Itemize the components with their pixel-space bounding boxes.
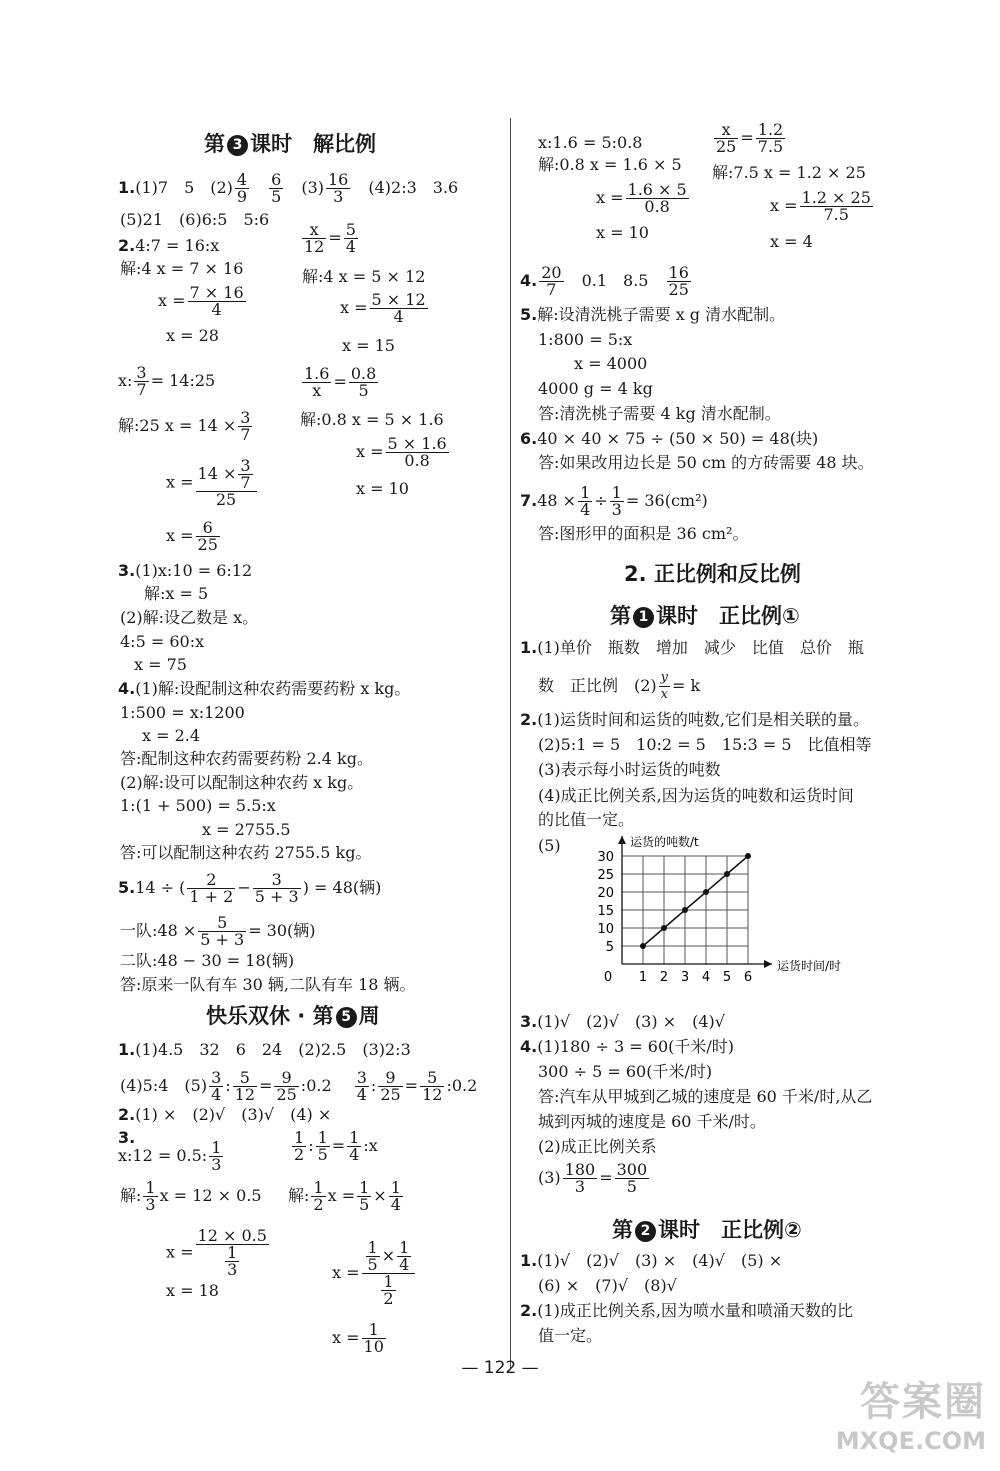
q5-b: 一队:48 × $\frac{5}{5 + 3}$ = 30(辆) xyxy=(120,913,316,949)
r3-a: x:1.6 = 5:0.8 xyxy=(538,133,643,152)
q2r-b: 值一定。 xyxy=(538,1326,603,1345)
q4-b: 1:500 = x:1200 xyxy=(120,703,245,722)
p1-a: 1.(1)单价 瓶数 增加 减少 比值 总价 瓶 xyxy=(520,638,864,657)
r3-f: 解:7.5 x = 1.2 × 25 xyxy=(712,163,866,182)
lesson-title: 第 3 课时 解比例 xyxy=(204,132,376,156)
p2-c: (3)表示每小时运货的吨数 xyxy=(538,760,721,779)
w3-a: 3. xyxy=(118,1128,136,1147)
w3-f: $\frac{1}{2}$ : $\frac{1}{5}$ = $\frac{1}{4}$ :x xyxy=(294,1128,378,1164)
r3-d: x = 10 xyxy=(596,223,649,242)
r3-b: 解:0.8 x = 1.6 × 5 xyxy=(538,155,682,174)
q2-o: x = $\frac{5 \times 1.6}{0.8}$ xyxy=(356,434,447,470)
r3-g: x = $\frac{1.2 \times 25}{7.5}$ xyxy=(770,188,871,224)
r5-d: 4000 g = 4 kg xyxy=(538,379,653,398)
q2-m: $\frac{1.6}{x}$ = $\frac{0.8}{5}$ xyxy=(304,364,377,400)
data-point xyxy=(724,871,730,877)
q4-a: 4.(1)解:设配制这种农药需要药粉 x kg。 xyxy=(118,679,411,698)
q1-line: 1.(1)7 5 (2) $\frac{4}{9}$ $\frac{6}{5}$ (3) $\frac{16}{3}$ (4)2:3 3.6 xyxy=(118,170,459,206)
p3-a: 3.(1)√ (2)√ (3) × (4)√ xyxy=(520,1012,725,1031)
y-axis-arrow xyxy=(618,836,626,844)
data-point xyxy=(640,943,646,949)
r6-a: 6.40 × 40 × 75 ÷ (50 × 50) = 48(块) xyxy=(520,429,819,448)
data-point xyxy=(682,907,688,913)
watermark-logo: 答案圈 MXQE.COM xyxy=(835,1379,986,1455)
q4-c: x = 2.4 xyxy=(142,726,201,745)
q2-k: x = 14 × $\frac{3}{7}$ 25 xyxy=(166,458,259,508)
q2-c: x = $\frac{7 \times 16}{4}$ xyxy=(158,283,244,319)
y-tick-label: 20 xyxy=(597,886,614,901)
q2-e: $\frac{x}{12}$ = $\frac{5}{4}$ xyxy=(304,220,356,256)
r3-c: x = $\frac{1.6 \times 5}{0.8}$ xyxy=(596,180,687,216)
q4-e: (2)解:设可以配制这种农药 x kg。 xyxy=(120,773,364,792)
q2r-a: 2.(1)成正比例关系,因为喷水量和喷涌天数的比 xyxy=(520,1301,853,1320)
q5-d: 答:原来一队有车 30 辆,二队有车 18 辆。 xyxy=(120,975,416,994)
p2-e: 的比值一定。 xyxy=(538,810,635,829)
x-tick-label: 4 xyxy=(701,970,711,985)
y-axis-label: 运货的吨数/t xyxy=(630,835,699,849)
p4-a: 4.(1)180 ÷ 3 = 60(千米/时) xyxy=(520,1037,734,1056)
weekend-title: 快乐双休 · 第 5 周 xyxy=(206,1004,380,1028)
q4-h: 答:可以配制这种农药 2755.5 kg。 xyxy=(120,843,372,862)
q2-i: x: $\frac{3}{7}$ = 14:25 xyxy=(118,363,216,399)
q2-l: x = $\frac{6}{25}$ xyxy=(166,518,218,554)
p2-b: (2)5:1 = 5 10:2 = 5 15:3 = 5 比值相等 xyxy=(538,735,872,754)
q1-line2: (5)21 (6)6:5 5:6 xyxy=(120,210,270,229)
w3-c: 解: $\frac{1}{3}$ x = 12 × 0.5 xyxy=(120,1178,262,1214)
data-point xyxy=(745,853,751,859)
page-number: — 122 — xyxy=(461,1358,539,1378)
r5-b: 1:800 = 5:x xyxy=(538,330,633,349)
q5-a: 5.14 ÷ ( $\frac{2}{1 + 2}$ − $\frac{3}{5 + 3}$ ) = 48(辆) xyxy=(118,870,382,906)
p2-d: (4)成正比例关系,因为运货的吨数和运货时间 xyxy=(538,786,854,805)
x-tick-label: 3 xyxy=(680,970,690,985)
q4-d: 答:配制这种农药需要药粉 2.4 kg。 xyxy=(120,749,373,768)
w3-e: x = 18 xyxy=(166,1281,219,1300)
y-tick-label: 25 xyxy=(597,868,614,883)
q2-h: x = 15 xyxy=(342,336,395,355)
w2-a: 2.(1) × (2)√ (3)√ (4) × xyxy=(118,1105,332,1124)
x-tick-label: 6 xyxy=(743,970,753,985)
section-title: 2. 正比例和反比例 xyxy=(624,562,801,586)
q4-g: x = 2755.5 xyxy=(202,820,291,839)
q3-c: (2)解:设乙数是 x。 xyxy=(120,608,259,627)
x-axis-label: 运货时间/时 xyxy=(777,959,842,973)
q4-f: 1:(1 + 500) = 5.5:x xyxy=(120,796,276,815)
q2-g: x = $\frac{5 \times 12}{4}$ xyxy=(340,290,426,326)
q2-b: 解:4 x = 7 × 16 xyxy=(120,259,244,278)
w3-i: x = $\frac{1}{10}$ xyxy=(332,1320,384,1356)
y-tick-label: 15 xyxy=(597,904,614,919)
r5-c: x = 4000 xyxy=(574,354,648,373)
q5-c: 二队:48 − 30 = 18(辆) xyxy=(120,951,295,970)
r5-e: 答:清洗桃子需要 4 kg 清水配制。 xyxy=(538,404,781,423)
proportion-chart xyxy=(580,830,880,1012)
p4-f: (3) $\frac{180}{3}$ = $\frac{300}{5}$ xyxy=(538,1160,648,1196)
x-tick-label: 0 xyxy=(603,970,613,985)
p4-d: 城到丙城的速度是 60 千米/时。 xyxy=(538,1112,766,1131)
r3-e: $\frac{x}{25}$ = $\frac{1.2}{7.5}$ xyxy=(716,120,784,156)
q2-j: 解:25 x = 14 × $\frac{3}{7}$ xyxy=(118,408,251,444)
w1-a: 1.(1)4.5 32 6 24 (2)2.5 (3)2:3 xyxy=(118,1040,411,1059)
x-tick-label: 1 xyxy=(638,970,648,985)
lesson1-title: 第 1 课时 正比例① xyxy=(610,604,800,628)
p4-b: 300 ÷ 5 = 60(千米/时) xyxy=(538,1062,713,1081)
w3-h: x = $\frac{1}{5}$ × $\frac{1}{4}$ $\frac{1}{2}$ xyxy=(332,1240,417,1307)
q2-d: x = 28 xyxy=(166,326,219,345)
x-tick-label: 2 xyxy=(659,970,669,985)
p4-c: 答:汽车从甲城到乙城的速度是 60 千米/时,从乙 xyxy=(538,1087,873,1106)
q2-f: 解:4 x = 5 × 12 xyxy=(302,267,426,286)
r4: 4. $\frac{20}{7}$ 0.1 8.5 $\frac{16}{25}$ xyxy=(520,263,689,299)
q2-a: 2.4:7 = 16:x xyxy=(118,236,220,255)
w3-g: 解: $\frac{1}{2}$ x = $\frac{1}{5}$ × $\frac{1}{4}$ xyxy=(288,1178,401,1214)
p2-f: (5) xyxy=(538,836,561,855)
p4-e: (2)成正比例关系 xyxy=(538,1137,657,1156)
data-point xyxy=(703,889,709,895)
p2-a: 2.(1)运货时间和运货的吨数,它们是相关联的量。 xyxy=(520,710,869,729)
q2-p: x = 10 xyxy=(356,479,409,498)
data-point xyxy=(661,925,667,931)
q3-b: 解:x = 5 xyxy=(144,584,209,603)
r6-b: 答:如果改用边长是 50 cm 的方砖需要 48 块。 xyxy=(538,453,874,472)
r7-a: 7.48 × $\frac{1}{4}$ ÷ $\frac{1}{3}$ = 36(cm²) xyxy=(520,483,708,519)
q3-d: 4:5 = 60:x xyxy=(120,632,205,651)
y-tick-label: 30 xyxy=(597,850,614,865)
w1-b: (4)5:4 (5) $\frac{3}{4}$ : $\frac{5}{12}$ = $\frac{9}{25}$ :0.2 $\frac{3}{4}$ : $\frac{9}{25}$ = $\frac{5}{12}$ :0.2 xyxy=(120,1068,478,1104)
r7-b: 答:图形甲的面积是 36 cm²。 xyxy=(538,524,749,543)
x-axis-arrow xyxy=(764,960,772,968)
q2-n: 解:0.8 x = 5 × 1.6 xyxy=(300,410,444,429)
p1-b: 数 正比例 (2) $\frac{y}{x}$ = k xyxy=(538,670,701,702)
r3-h: x = 4 xyxy=(770,232,813,251)
x-tick-label: 5 xyxy=(722,970,732,985)
y-tick-label: 10 xyxy=(597,922,614,937)
lesson2-title: 第 2 课时 正比例② xyxy=(612,1218,802,1242)
column-divider xyxy=(510,118,511,1368)
q1r-b: (6) × (7)√ (8)√ xyxy=(538,1276,677,1295)
r5-a: 5.解:设清洗桃子需要 x g 清水配制。 xyxy=(520,305,786,324)
w3-d: x = $\frac{12 \times 0.5}{\frac{1}{3}}$ xyxy=(166,1226,267,1279)
w3-b: x:12 = 0.5: $\frac{1}{3}$ xyxy=(118,1138,222,1174)
y-tick-label: 5 xyxy=(605,940,614,955)
series-line xyxy=(643,856,748,946)
q3-e: x = 75 xyxy=(134,655,187,674)
q1r-a: 1.(1)√ (2)√ (3) × (4)√ (5) × xyxy=(520,1251,783,1270)
q3-a: 3.(1)x:10 = 6:12 xyxy=(118,561,253,580)
